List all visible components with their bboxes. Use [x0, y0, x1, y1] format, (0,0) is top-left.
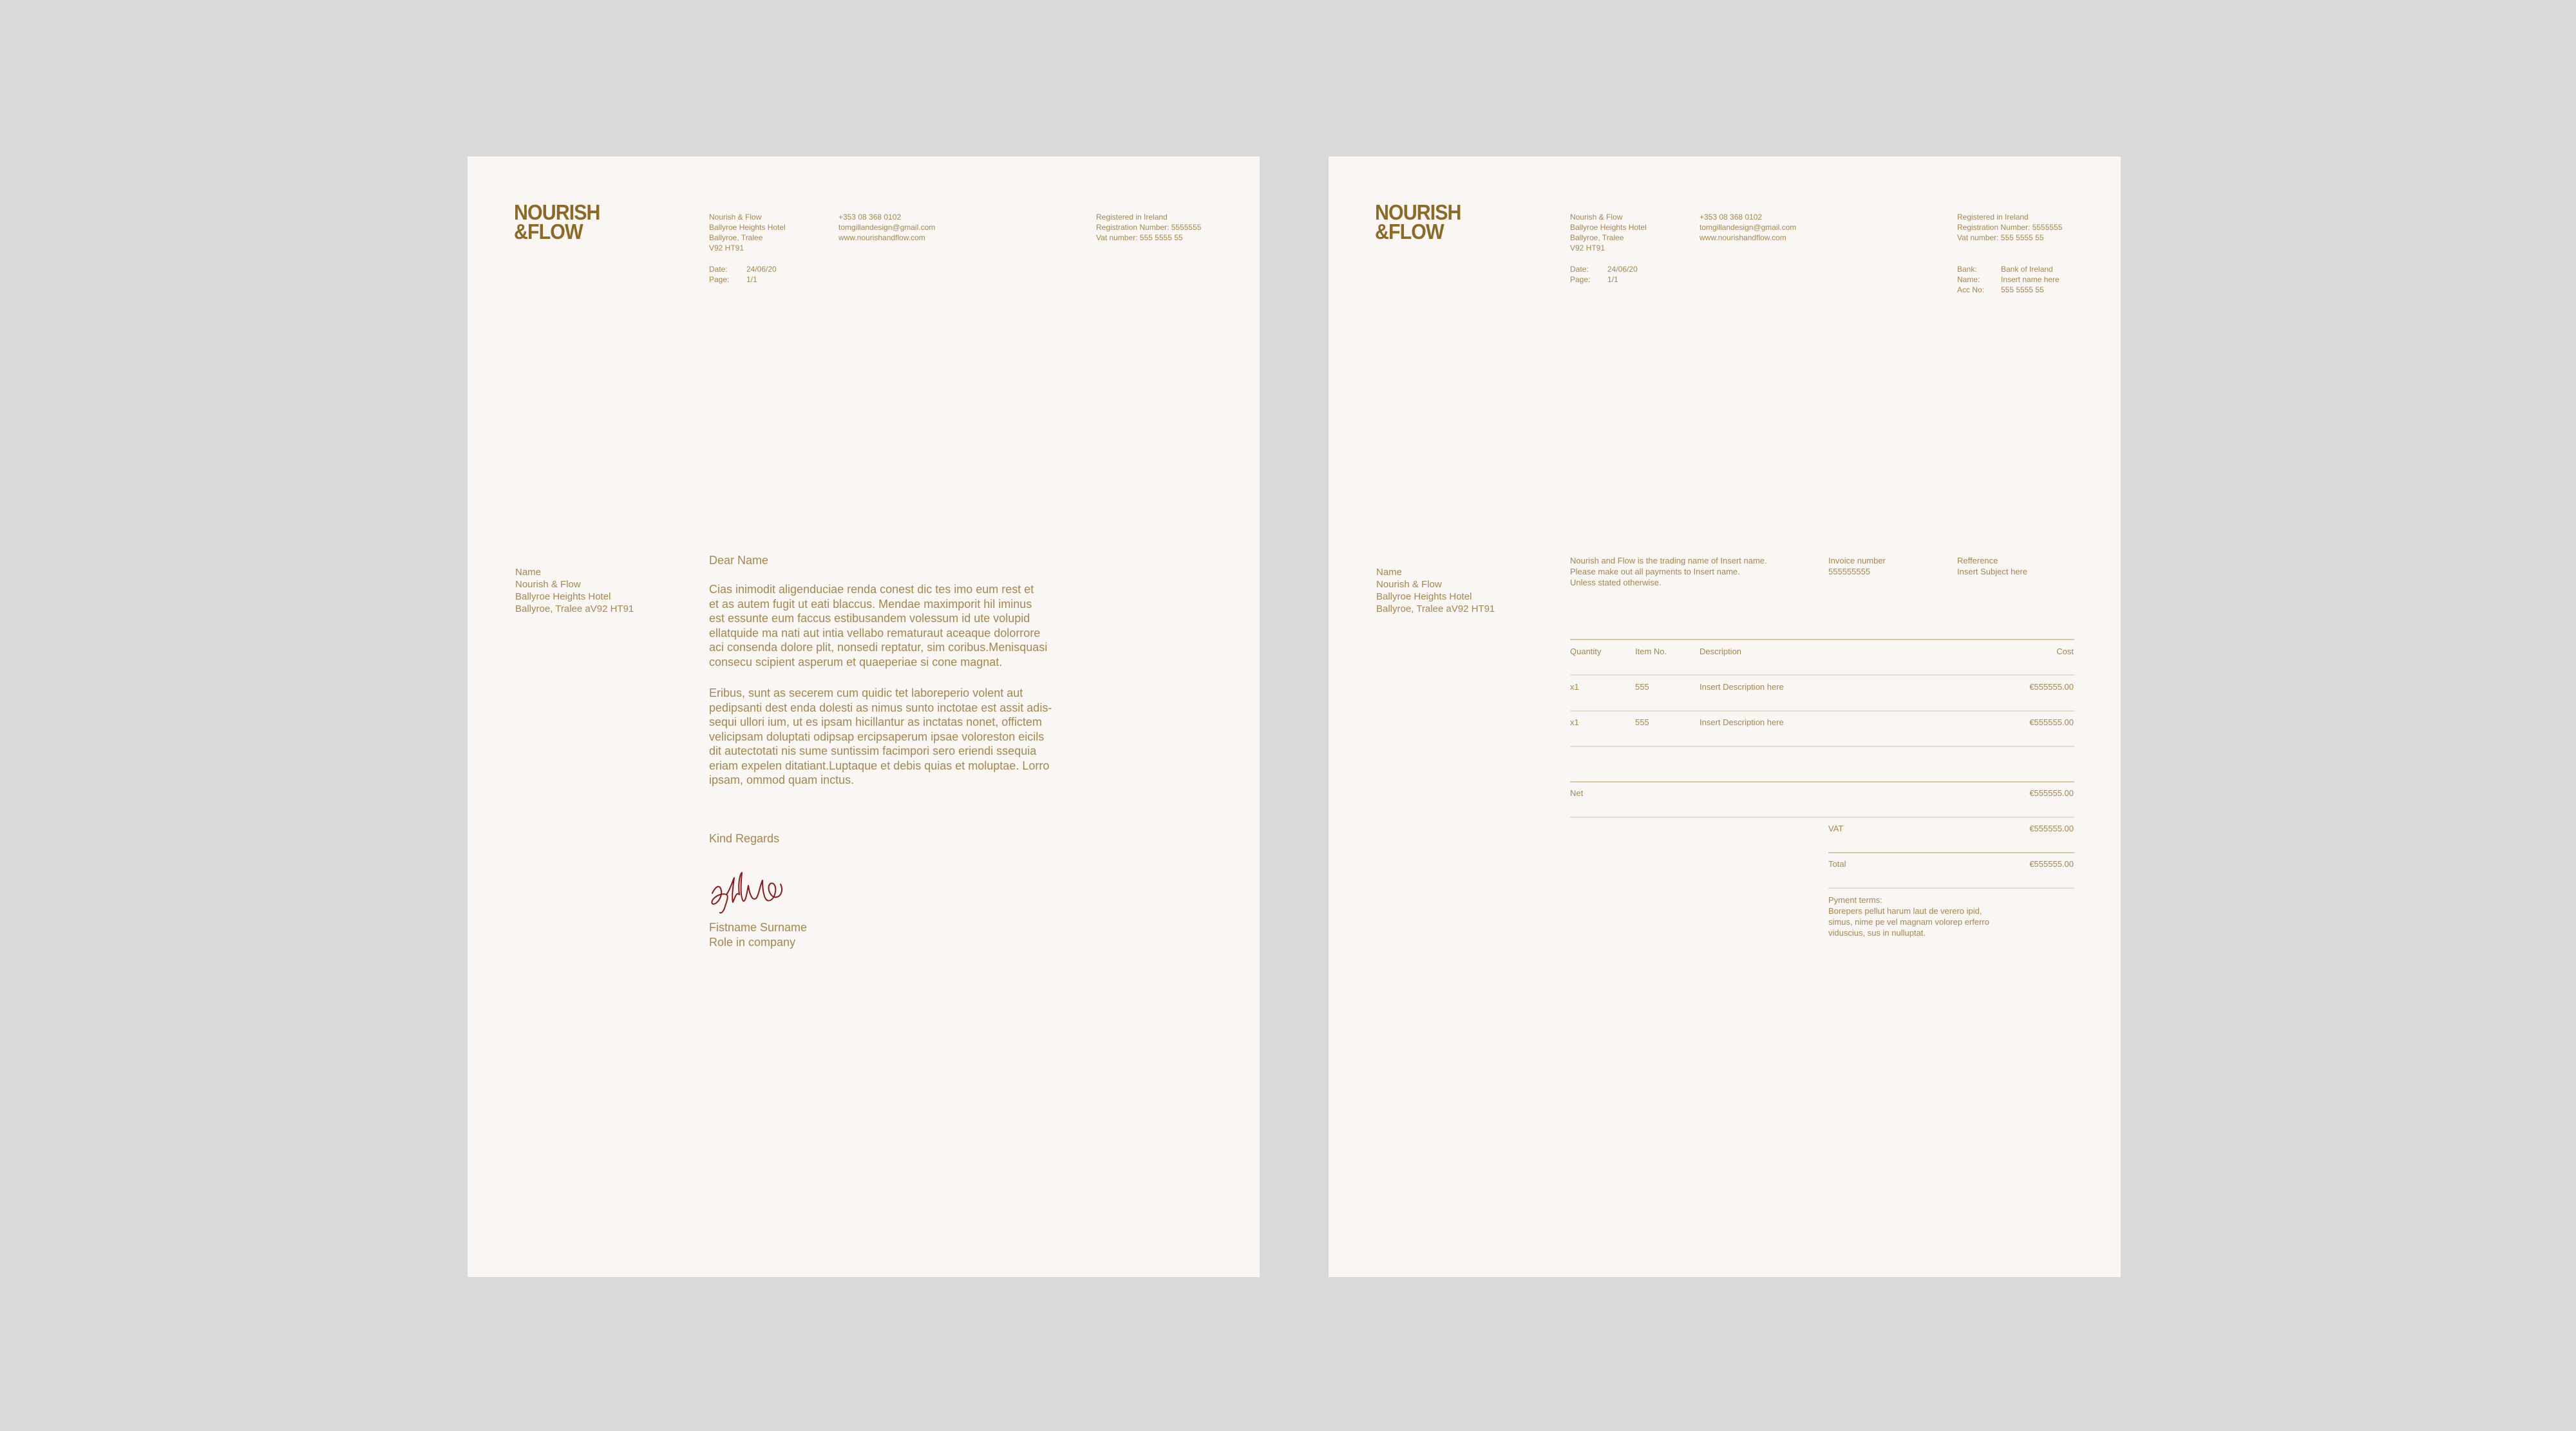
salutation: Dear Name	[709, 554, 769, 567]
trading-note: Nourish and Flow is the trading name of Insert name. Please make out all payments to Insert name. Unless stated otherwise.	[1570, 556, 1767, 587]
signature	[707, 866, 797, 918]
col-item-no: Item No.	[1635, 647, 1667, 656]
row-item-no: 555	[1635, 682, 1649, 692]
net-label: Net	[1570, 788, 1584, 798]
company-address: Nourish & Flow Ballyroe Heights Hotel Ballyroe, Tralee V92 HT91	[709, 213, 786, 252]
vat-value: €555555.00	[2029, 824, 2074, 833]
row-item-no: 555	[1635, 717, 1649, 727]
row-cost: €555555.00	[2029, 682, 2074, 692]
company-contact: +353 08 368 0102 tomgillandesign@gmail.com www.nourishandflow.com	[838, 213, 936, 242]
brand-logo: NOURISH &FLOW	[1375, 200, 1461, 243]
account-name-row: Name: Insert name here	[1957, 275, 2060, 284]
vat-label: VAT	[1828, 824, 1844, 833]
row-divider	[1570, 674, 2074, 676]
table-top-rule	[1570, 639, 2074, 640]
page-row: Page: 1/1	[709, 275, 757, 284]
signer-name: Fistname Surname	[709, 921, 808, 934]
total-label: Total	[1828, 859, 1846, 869]
closing: Kind Regards	[709, 832, 780, 845]
net-value: €555555.00	[2029, 788, 2074, 798]
subtotal-rule	[1570, 781, 2074, 782]
col-cost: Cost	[2056, 647, 2074, 656]
row-description: Insert Description here	[1700, 717, 1784, 727]
date-row: Date: 24/06/20	[709, 265, 777, 274]
row-description: Insert Description here	[1700, 682, 1784, 692]
payment-terms: Pyment terms: Borepers pellut harum laut de verero ipid, simus, nime pe vel magnam volorep erferro viduscius, sus in nulluptat.	[1828, 895, 1989, 938]
company-legal: Registered in Ireland Registration Number: 5555555 Vat number: 555 5555 55	[1096, 213, 1202, 242]
bank-row: Bank: Bank of Ireland	[1957, 265, 2053, 274]
row-divider	[1570, 746, 2074, 747]
row-cost: €555555.00	[2029, 717, 2074, 727]
row-divider	[1828, 887, 2074, 889]
reference-value: Insert Subject here	[1957, 567, 2028, 576]
company-contact: +353 08 368 0102 tomgillandesign@gmail.com www.nourishandflow.com	[1700, 213, 1797, 242]
letter-paragraph-1: Cias inimodit aligenduciae renda conest dic tes imo eum rest et et as autem fugit ut eati blaccus. Mendae maximporit hil iminus est essunte eum faccus estibusandem volessum id ute volupid ellatquide ma nati aut intia vellabo rematuraut aceaque dolorrore aci consenda dolore plit, nonsedi reptatur, sim coribus.Menisquasi consecu scipient asperum et quaeperiae si cone magnat.	[709, 583, 1048, 668]
company-legal: Registered in Ireland Registration Number: 5555555 Vat number: 555 5555 55	[1957, 213, 2063, 242]
signer-role: Role in company	[709, 936, 796, 949]
recipient-address: Name Nourish & Flow Ballyroe Heights Hotel Ballyroe, Tralee aV92 HT91	[515, 567, 634, 614]
letter-paragraph-2: Eribus, sunt as secerem cum quidic tet laboreperio volent aut pedipsanti dest enda dolesti as nimus sunto inctotae est assit adis- sequi ullori ium, ut es ipsam hicillantur as inctatas nonet, offictem velicipsam doluptati odipsap ercipsaperum ipsae voloreston eicils dit autectotati nis sume suntissim facimpori sero eriendi ssequia eriam expelen ditatiant.Luptaque et debis quias et moluptae. Lorro ipsam, ommod quam inctus.	[709, 687, 1052, 786]
col-description: Description	[1700, 647, 1742, 656]
total-value: €555555.00	[2029, 859, 2074, 869]
recipient-address: Name Nourish & Flow Ballyroe Heights Hotel Ballyroe, Tralee aV92 HT91	[1376, 567, 1495, 614]
row-quantity: x1	[1570, 717, 1579, 727]
company-address: Nourish & Flow Ballyroe Heights Hotel Ballyroe, Tralee V92 HT91	[1570, 213, 1647, 252]
invoice-number-value: 555555555	[1828, 567, 1871, 576]
brand-logo: NOURISH &FLOW	[514, 200, 600, 243]
row-quantity: x1	[1570, 682, 1579, 692]
row-divider	[1570, 710, 2074, 712]
letterhead-page	[468, 156, 1260, 1277]
total-rule	[1828, 852, 2074, 853]
invoice-page	[1329, 156, 2121, 1277]
page-row: Page: 1/1	[1570, 275, 1618, 284]
account-number-row: Acc No: 555 5555 55	[1957, 285, 2044, 294]
row-divider	[1570, 817, 2074, 818]
date-row: Date: 24/06/20	[1570, 265, 1638, 274]
invoice-number-label: Invoice number	[1828, 556, 1886, 565]
col-quantity: Quantity	[1570, 647, 1602, 656]
reference-label: Refference	[1957, 556, 1998, 565]
